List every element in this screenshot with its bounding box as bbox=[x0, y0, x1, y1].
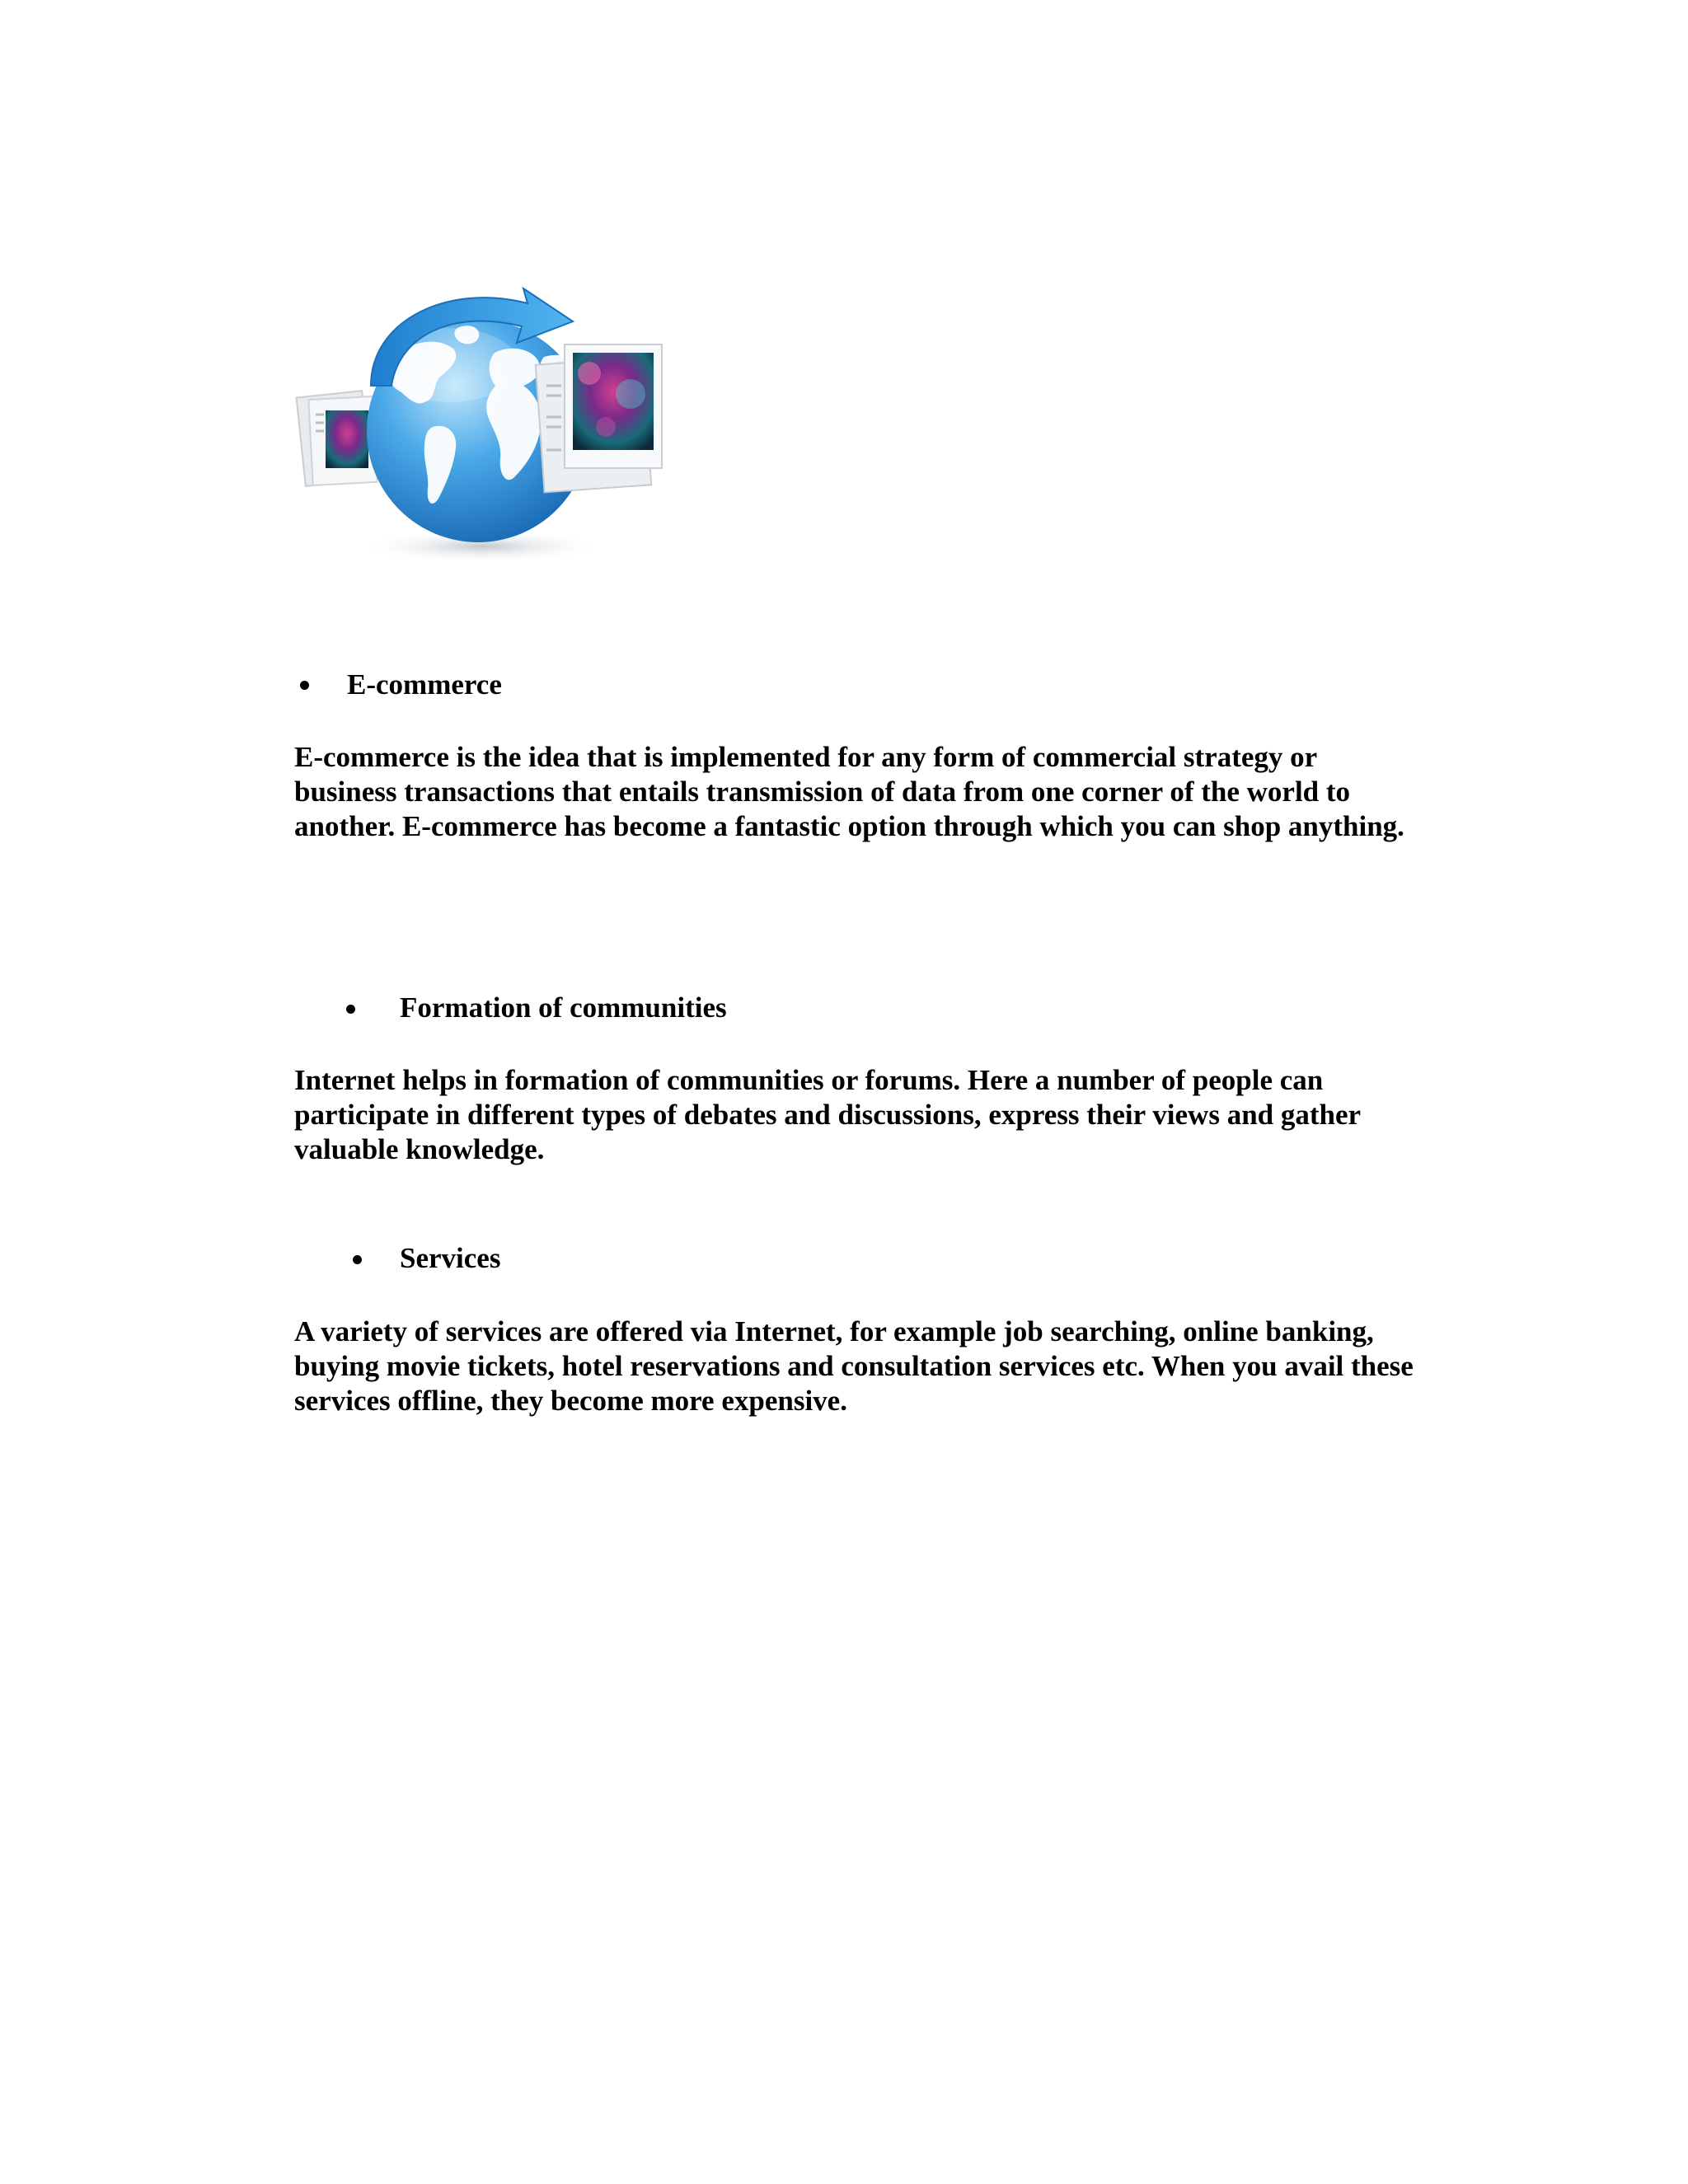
bullet-icon bbox=[353, 1255, 362, 1264]
section-heading-text: E-commerce bbox=[347, 668, 502, 701]
section-heading-text: Services bbox=[400, 1242, 501, 1274]
paragraph-line: another. E-commerce has become a fantastic option through which you can shop anything. bbox=[294, 810, 1404, 842]
globe-with-documents-icon bbox=[293, 262, 672, 567]
section-paragraph-ecommerce bbox=[294, 740, 1481, 844]
section-paragraph-services bbox=[294, 1315, 1481, 1418]
paragraph-line: E-commerce is the idea that is implemented for any form of commercial strategy or bbox=[294, 741, 1318, 773]
paragraph-line: A variety of services are offered via Internet, for example job searching, online banking, bbox=[294, 1315, 1374, 1347]
paragraph-line: Internet helps in formation of communities or forums. Here a number of people can bbox=[294, 1064, 1324, 1096]
section-paragraph-communities bbox=[294, 1063, 1481, 1167]
paragraph-line: valuable knowledge. bbox=[294, 1133, 545, 1165]
paragraph-line: services offline, they become more expensive. bbox=[294, 1385, 847, 1417]
paragraph-line: participate in different types of debates and discussions, express their views and gather bbox=[294, 1099, 1362, 1131]
section-heading-text: Formation of communities bbox=[400, 991, 727, 1024]
paragraph-line: business transactions that entails transmission of data from one corner of the world to bbox=[294, 776, 1351, 808]
bullet-icon bbox=[300, 681, 309, 690]
right-document-icon bbox=[536, 344, 662, 492]
paragraph-line: buying movie tickets, hotel reservations and consultation services etc. When you avail these bbox=[294, 1350, 1414, 1382]
bullet-icon bbox=[346, 1005, 355, 1014]
left-document-icon bbox=[297, 391, 377, 486]
